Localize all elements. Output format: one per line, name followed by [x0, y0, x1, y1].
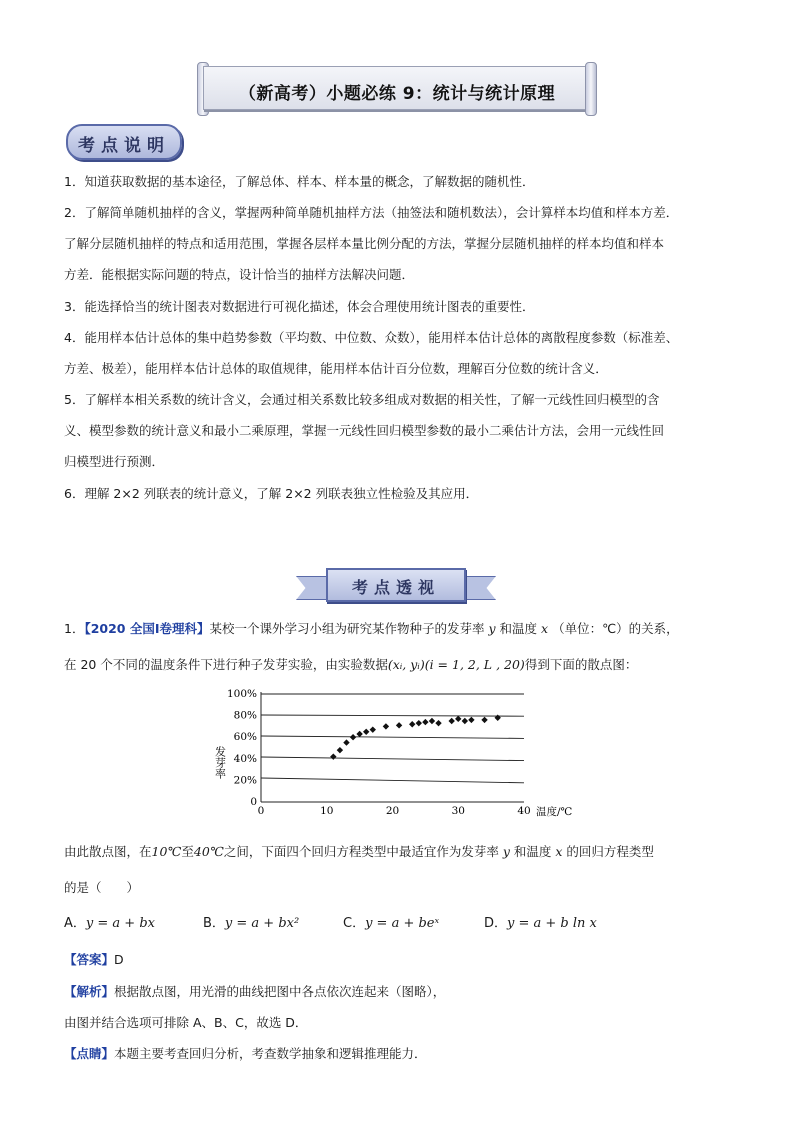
- scroll-right-decoration: [585, 62, 597, 116]
- analysis-text-1: 根据散点图，用光滑的曲线把图中各点依次连起来（图略），: [114, 984, 446, 999]
- analysis-line-2: 由图并结合选项可排除 A、B、C，故选 D．: [64, 1015, 308, 1030]
- section-tag-label: 考点说明: [78, 136, 170, 156]
- data-point: [370, 726, 376, 732]
- data-point: [468, 717, 474, 723]
- stem-3c: 之间，下面四个回归方程类型中最适宜作为发芽率: [223, 844, 499, 859]
- answer-label: 【答案】: [64, 952, 115, 967]
- and-temp: 和温度: [499, 621, 538, 636]
- chart-axes: [261, 692, 524, 802]
- gridline: [261, 778, 524, 783]
- stem-3b: 至: [181, 844, 194, 859]
- question-line-2: [64, 655, 637, 673]
- data-point: [455, 716, 461, 722]
- section-tag-label: 考点透视: [351, 578, 440, 597]
- option-d[interactable]: [484, 912, 597, 931]
- data-point: [409, 721, 415, 727]
- y-tick-label: 60%: [233, 731, 257, 744]
- point-6: 6．理解 2×2 列联表的统计意义，了解 2×2 列联表独立性检验及其应用．: [64, 486, 479, 501]
- stem-3e: 的回归方程类型: [566, 844, 654, 859]
- option-b[interactable]: [203, 912, 299, 931]
- data-point: [363, 729, 369, 735]
- option-a-label: A．: [64, 916, 86, 931]
- data-point: [337, 747, 343, 753]
- y-tick-labels: [227, 688, 257, 808]
- data-point: [435, 720, 441, 726]
- scatter-chart: [206, 684, 586, 822]
- option-c-label: C．: [343, 916, 366, 931]
- stem-3a: 由此散点图，在: [64, 844, 152, 859]
- point-1: 1．知道获取数据的基本途径，了解总体、样本、样本量的概念，了解数据的随机性．: [64, 174, 535, 189]
- data-point: [462, 718, 468, 724]
- chart-grid: [261, 694, 524, 783]
- comment-text: 本题主要考查回归分析，考查数学抽象和逻辑推理能力．: [114, 1046, 427, 1061]
- question-source: 【2020 全国Ⅰ卷理科】: [84, 621, 210, 636]
- section-tag-panel: [326, 568, 466, 602]
- unit-text: （单位：℃）的关系，: [552, 621, 679, 636]
- option-c-formula: y = a + beˣ: [365, 916, 440, 931]
- data-point: [416, 720, 422, 726]
- title-panel: [203, 66, 591, 110]
- var-x: x: [541, 621, 549, 636]
- x-tick-label: 10: [320, 805, 334, 817]
- section-tag-kaodian-toushi: [296, 568, 496, 602]
- analysis-line-1: [64, 982, 445, 1000]
- data-point: [448, 718, 454, 724]
- y-tick-label: 100%: [226, 688, 257, 700]
- data-point: [396, 722, 402, 728]
- option-b-label: B．: [203, 916, 225, 931]
- point-2b: 了解分层随机抽样的特点和适用范围，掌握各层样本量比例分配的方法，掌握分层随机抽样的样本均值和样本: [64, 236, 665, 251]
- gridline: [261, 757, 524, 761]
- section-tag-kaodian-shuoming: [66, 124, 182, 160]
- gridline: [261, 736, 524, 738]
- data-point: [330, 753, 336, 759]
- data-point: [350, 734, 356, 740]
- analysis-label: 【解析】: [64, 984, 115, 999]
- y-tick-label: 80%: [233, 709, 257, 722]
- data-point: [429, 718, 435, 724]
- temp-10: 10℃: [151, 844, 182, 859]
- stem-3d: 和温度: [513, 844, 552, 859]
- option-a-formula: y = a + bx: [85, 916, 155, 931]
- point-5b: 义、模型参数的统计意义和最小二乘原理，掌握一元线性回归模型参数的最小二乘估计方法，会用一元线性回: [64, 423, 665, 438]
- y-axis-label: 发芽率: [213, 746, 227, 779]
- data-point: [343, 739, 349, 745]
- question-stem-1: 某校一个课外学习小组为研究某作物种子的发芽率: [209, 621, 485, 636]
- data-point: [481, 717, 487, 723]
- page-title: （新高考）小题必练 9：统计与统计原理: [238, 84, 556, 104]
- var-x-2: x: [555, 844, 563, 859]
- option-d-label: D．: [484, 916, 508, 931]
- point-5c: 归模型进行预测．: [64, 454, 165, 469]
- point-4b: 方差、极差），能用样本估计总体的取值规律，能用样本估计百分位数，理解百分位数的统计含义．: [64, 361, 608, 376]
- y-tick-label: 0: [250, 796, 257, 808]
- point-3: 3．能选择恰当的统计图表对数据进行可视化描述，体会合理使用统计图表的重要性．: [64, 299, 535, 314]
- x-tick-label: 0: [257, 805, 265, 817]
- point-2a: 2．了解简单随机抽样的含义，掌握两种简单随机抽样方法（抽签法和随机数法），会计算样本均值和样本方差．: [64, 205, 679, 220]
- question-stem-2-end: 得到下面的散点图：: [524, 657, 638, 672]
- data-notation: (xᵢ, yᵢ)(i = 1, 2, L , 20): [387, 657, 525, 672]
- x-tick-label: 30: [451, 805, 465, 817]
- data-point: [422, 719, 428, 725]
- y-tick-label: 40%: [233, 752, 257, 765]
- x-tick-label: 40: [517, 805, 531, 817]
- option-d-formula: y = a + b ln x: [507, 916, 597, 931]
- var-y: y: [488, 621, 496, 636]
- gridline: [261, 715, 524, 716]
- option-b-formula: y = a + bx²: [224, 916, 300, 931]
- data-point: [383, 723, 389, 729]
- y-tick-label: 20%: [233, 774, 257, 787]
- point-4a: 4．能用样本估计总体的集中趋势参数（平均数、中位数、众数），能用样本估计总体的离散程度参数（标准差、: [64, 330, 679, 345]
- temp-40: 40℃: [193, 844, 224, 859]
- answer-line: [64, 950, 124, 968]
- data-point: [495, 715, 501, 721]
- point-2c: 方差．能根据实际问题的特点，设计恰当的抽样方法解决问题．: [64, 267, 415, 282]
- comment-line: [64, 1044, 427, 1062]
- comment-label: 【点睛】: [64, 1046, 115, 1061]
- option-a[interactable]: [64, 912, 155, 931]
- question-stem-2: 在 20 个不同的温度条件下进行种子发芽实验，由实验数据: [64, 657, 388, 672]
- option-c[interactable]: [343, 912, 439, 931]
- x-tick-labels: [258, 805, 531, 817]
- var-y-2: y: [502, 844, 510, 859]
- question-line-1: [64, 619, 679, 637]
- question-number: 1．: [64, 621, 85, 636]
- point-5a: 5．了解样本相关系数的统计含义，会通过相关系数比较多组成对数据的相关性，了解一元线性回归模型的含: [64, 392, 660, 407]
- question-line-3: [64, 842, 654, 860]
- answer-value: D: [114, 952, 124, 967]
- x-axis-label: 温度/℃: [536, 806, 573, 818]
- data-point: [356, 731, 362, 737]
- x-tick-label: 20: [385, 805, 400, 817]
- title-banner: [197, 62, 597, 114]
- question-line-4: 的是（ ）: [64, 880, 140, 895]
